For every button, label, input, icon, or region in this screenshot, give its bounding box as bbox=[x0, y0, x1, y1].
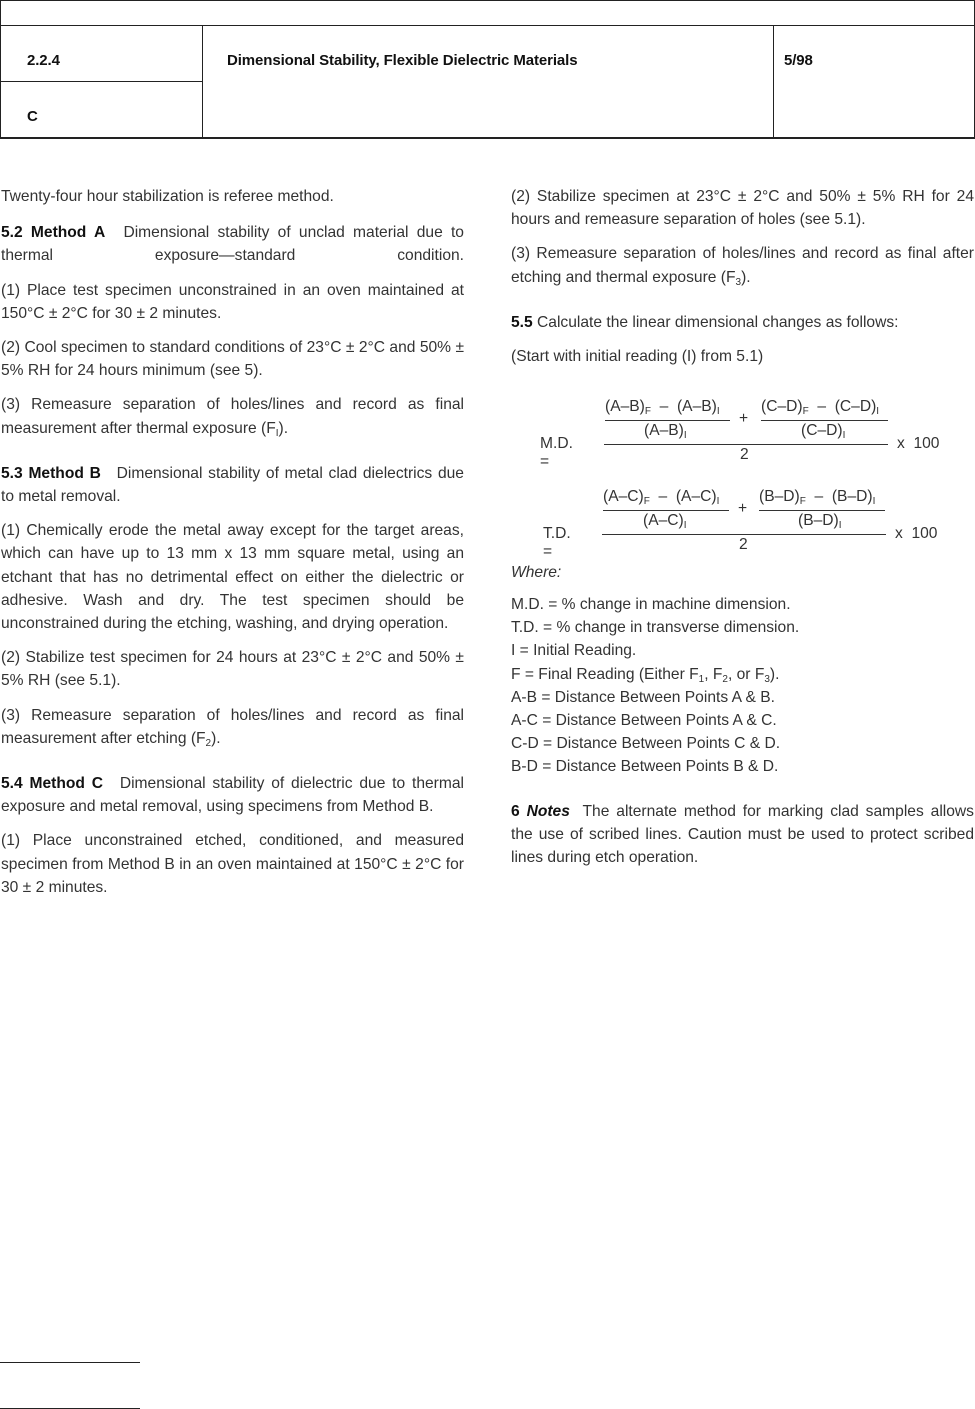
md-term1-fraction-bar bbox=[605, 420, 730, 421]
definition-ab: A-B = Distance Between Points A & B. bbox=[511, 688, 775, 706]
header-date-cell bbox=[774, 26, 974, 137]
header-title-cell bbox=[203, 26, 774, 137]
td-term2-denominator: $(B-D)_I$ bbox=[798, 512, 842, 531]
document-header bbox=[0, 0, 975, 139]
definition-bd: B-D = Distance Between Points B & D. bbox=[511, 758, 779, 776]
revision-letter: C bbox=[27, 108, 38, 125]
method-b-description: Dimensional stability of metal clad dielectrics due to metal removal. bbox=[1, 464, 464, 506]
method-a-number: 5.2 bbox=[1, 224, 23, 242]
md-main-fraction-bar bbox=[604, 444, 888, 445]
td-term1-denominator: $(A-C)_I$ bbox=[643, 512, 687, 531]
md-term2-denominator: $(C-D)_I$ bbox=[801, 422, 846, 441]
method-a-name: Method A bbox=[30, 224, 106, 242]
method-a-step-2: (2) Cool specimen to standard conditions of 23°C ± 2°C and 50% ± 5% RH for 24 hours minimum (see 5). bbox=[1, 339, 464, 380]
document-title: Dimensional Stability, Flexible Dielectric Materials bbox=[227, 52, 578, 69]
method-b-name: Method B bbox=[28, 464, 101, 482]
md-term2-fraction-bar bbox=[761, 420, 888, 421]
md-plus: + bbox=[739, 410, 749, 427]
method-a-step-1: (1) Place test specimen unconstrained in an oven maintained at 150°C ± 2°C for 30 ± 2 minutes. bbox=[1, 281, 464, 322]
method-c-name: Method C bbox=[29, 775, 103, 793]
definition-final: F = Final Reading (Either $F_1$, $F_2$, or $F_3$). bbox=[511, 665, 780, 685]
header-number-row bbox=[1, 26, 202, 82]
md-term1-denominator: $(A-B)_I$ bbox=[644, 422, 687, 441]
td-term2-fraction-bar bbox=[759, 510, 885, 511]
definitions-list bbox=[511, 593, 799, 779]
definition-md: M.D. = % change in machine dimension. bbox=[511, 596, 791, 613]
td-plus: + bbox=[738, 500, 748, 517]
td-term1-numerator: $(A-C)_F - (A-C)_I$ bbox=[603, 488, 720, 507]
where-label: Where: bbox=[511, 564, 562, 581]
calc-note: (Start with initial reading (I) from 5.1) bbox=[511, 348, 764, 366]
calc-number: 5.5 bbox=[511, 313, 533, 331]
definition-cd: C-D = Distance Between Points C & D. bbox=[511, 735, 781, 753]
intro-paragraph: Twenty-four hour stabilization is referee method. bbox=[1, 188, 334, 205]
method-b-step-2: (2) Stabilize test specimen for 24 hours at 23°C ± 2°C and 50% ± 5% RH (see 5.1). bbox=[1, 649, 464, 690]
notes-title: Notes bbox=[526, 803, 570, 820]
notes-number: 6 bbox=[511, 803, 520, 820]
notes-text: The alternate method for marking clad samples allows the use of scribed lines. Caution must be used to protect scribed lines during etch operation. bbox=[511, 803, 974, 867]
td-term2-numerator: $(B-D)_F - (B-D)_I$ bbox=[759, 488, 876, 507]
td-label: T.D. = bbox=[543, 525, 571, 560]
td-divisor: 2 bbox=[739, 536, 748, 553]
document-date: 5/98 bbox=[784, 52, 813, 69]
method-c-step-3: (3) Remeasure separation of holes/lines and record as final after etching and thermal exposure $(F_3)$. bbox=[511, 245, 974, 288]
method-c-number: 5.4 bbox=[1, 775, 23, 793]
calc-text: Calculate the linear dimensional changes as follows: bbox=[537, 313, 899, 331]
td-multiplier: x 100 bbox=[895, 525, 938, 542]
method-a-description: Dimensional stability of unclad material due to thermal exposure—standard condition. bbox=[1, 224, 464, 265]
notes-section bbox=[511, 800, 974, 870]
method-a-heading bbox=[1, 221, 464, 267]
md-label: M.D. = bbox=[540, 435, 573, 470]
td-main-fraction-bar bbox=[602, 534, 886, 535]
definition-td: T.D. = % change in transverse dimension. bbox=[511, 619, 800, 637]
method-b-heading bbox=[1, 462, 464, 508]
left-column bbox=[1, 185, 464, 910]
footer-rule-1 bbox=[0, 1362, 140, 1363]
md-divisor: 2 bbox=[740, 446, 749, 463]
method-c-heading bbox=[1, 772, 464, 818]
method-c-step-1: (1) Place unconstrained etched, conditioned, and measured specimen from Method B in an oven maintained at 150°C ± 2°C for 30 ± 2 minutes. bbox=[1, 832, 464, 896]
md-term1-numerator: $(A-B)_F - (A-B)_I$ bbox=[605, 398, 720, 417]
definition-ac: A-C = Distance Between Points A & C. bbox=[511, 712, 777, 730]
header-number-cell bbox=[1, 26, 203, 137]
method-b-step-3: (3) Remeasure separation of holes/lines and record as final measurement after etching $(F_2)$. bbox=[1, 706, 464, 749]
right-column bbox=[511, 185, 974, 379]
method-b-step-1: (1) Chemically erode the metal away except for the target areas, which can have up to 13 mm x 13 mm square metal, using an etchant that has no detrimental effect on either the dielectric or adhesive. Wash and dry. The test specimen should be unconstrained during the etching, washing, and drying operation. bbox=[1, 522, 464, 633]
md-term2-numerator: $(C-D)_F - (C-D)_I$ bbox=[761, 398, 880, 417]
definition-initial: I = Initial Reading. bbox=[511, 642, 637, 660]
md-multiplier: x 100 bbox=[897, 435, 940, 452]
calc-heading bbox=[511, 311, 974, 334]
method-a-step-3: (3) Remeasure separation of holes/lines and record as final measurement after thermal exposure $(F_I)$. bbox=[1, 396, 464, 439]
section-number: 2.2.4 bbox=[27, 52, 60, 69]
td-term1-fraction-bar bbox=[603, 510, 729, 511]
method-c-description: Dimensional stability of dielectric due to thermal exposure and metal removal, using specimens from Method B. bbox=[1, 775, 464, 816]
method-b-number: 5.3 bbox=[1, 464, 23, 482]
header-top-band bbox=[1, 1, 974, 26]
method-c-step-2: (2) Stabilize specimen at 23°C ± 2°C and 50% ± 5% RH for 24 hours and remeasure separation of holes (see 5.1). bbox=[511, 188, 974, 229]
